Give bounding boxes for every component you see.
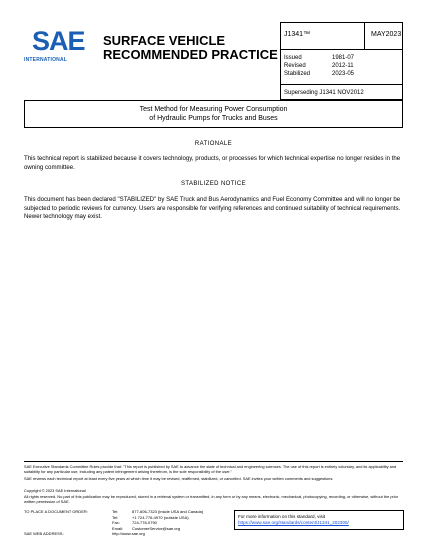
contact-value: 877-606-7323 (inside USA and Canada) bbox=[132, 509, 204, 514]
sae-web-link[interactable]: http://www.sae.org bbox=[112, 531, 145, 536]
footer-divider bbox=[24, 461, 403, 462]
standard-url-link[interactable]: https://www.sae.org/standards/content/J1341_202305/ bbox=[238, 520, 349, 525]
footer-review-text: SAE reviews each technical report at least every five years at which time it may be revised, reaffirmed, stabilized, or cancelled. SAE invites your written comments and suggestions. bbox=[24, 476, 334, 481]
meta-value: 2012-11 bbox=[332, 63, 354, 69]
document-type-title bbox=[103, 34, 283, 62]
meta-label: Issued bbox=[284, 55, 302, 61]
subject-line-1: Test Method for Measuring Power Consumption bbox=[139, 106, 288, 113]
contact-label: Tel: bbox=[112, 514, 119, 520]
doc-number: J1341™ bbox=[284, 31, 311, 38]
meta-label: Stabilized bbox=[284, 71, 311, 77]
footer-rules-text: SAE Executive Standards Committee Rules provide that: "This report is published by SAE to advance the state of technical and engineering sciences. The use of this report is entirely voluntary, and its applicability and suitability for any particular use, including any patent infringement arising therefrom, is the sole responsibility of the user." bbox=[24, 464, 397, 474]
logo-subtext: INTERNATIONAL bbox=[24, 57, 68, 63]
sae-logo bbox=[24, 26, 98, 72]
logo-letters: SAE bbox=[32, 26, 85, 56]
subject-line-2: of Hydraulic Pumps for Trucks and Buses bbox=[149, 115, 278, 122]
superseding-text: Superseding J1341 NOV2012 bbox=[284, 90, 364, 96]
doc-date: MAY2023 bbox=[371, 31, 402, 38]
more-info-text: For more information on this standard, visit bbox=[238, 514, 326, 519]
footer-rights-text: All rights reserved. No part of this publication may be reproduced, stored in a retrieval system or transmitted, in any form or by any means, electronic, mechanical, photocopying, recording, or otherwise, without the prior written permission of SAE. bbox=[24, 494, 399, 504]
meta-label: Revised bbox=[284, 63, 306, 69]
stabilized-notice-text: This document has been declared "STABILIZED" by SAE Truck and Bus Aerodynamics and Fuel Economy Committee and will no longer be subjected to periodic reviews for currency. Users are responsible for verifying references and continued suitability of technical requirements. Newer technology may exist. bbox=[24, 196, 401, 220]
title-line-1: SURFACE VEHICLE bbox=[103, 33, 226, 48]
rationale-text: This technical report is stabilized because it covers technology, products, or processes for which technical expertise no longer resides in the owning committee. bbox=[24, 155, 401, 171]
contact-label: Tel: bbox=[112, 509, 119, 514]
contact-label: Email: bbox=[112, 525, 124, 531]
order-label: TO PLACE A DOCUMENT ORDER: bbox=[24, 509, 88, 514]
stabilized-notice-heading: STABILIZED NOTICE bbox=[180, 181, 247, 187]
more-info-box bbox=[234, 510, 404, 530]
contact-value: 724-776-0790 bbox=[132, 520, 157, 525]
meta-value: 1981-07 bbox=[332, 55, 355, 61]
title-line-2: RECOMMENDED PRACTICE bbox=[103, 47, 278, 62]
contact-label: SAE WEB ADDRESS: bbox=[24, 531, 64, 536]
document-subject bbox=[24, 100, 403, 128]
document-header bbox=[24, 22, 403, 100]
footer-copyright: Copyright © 2023 SAE International bbox=[24, 488, 86, 493]
meta-value: 2023-05 bbox=[332, 71, 355, 77]
rationale-heading: RATIONALE bbox=[194, 141, 233, 147]
contact-value: +1 724-776-4970 (outside USA) bbox=[132, 514, 189, 520]
contact-email-link[interactable]: CustomerService@sae.org bbox=[132, 525, 181, 531]
contact-label: Fax: bbox=[112, 520, 120, 525]
